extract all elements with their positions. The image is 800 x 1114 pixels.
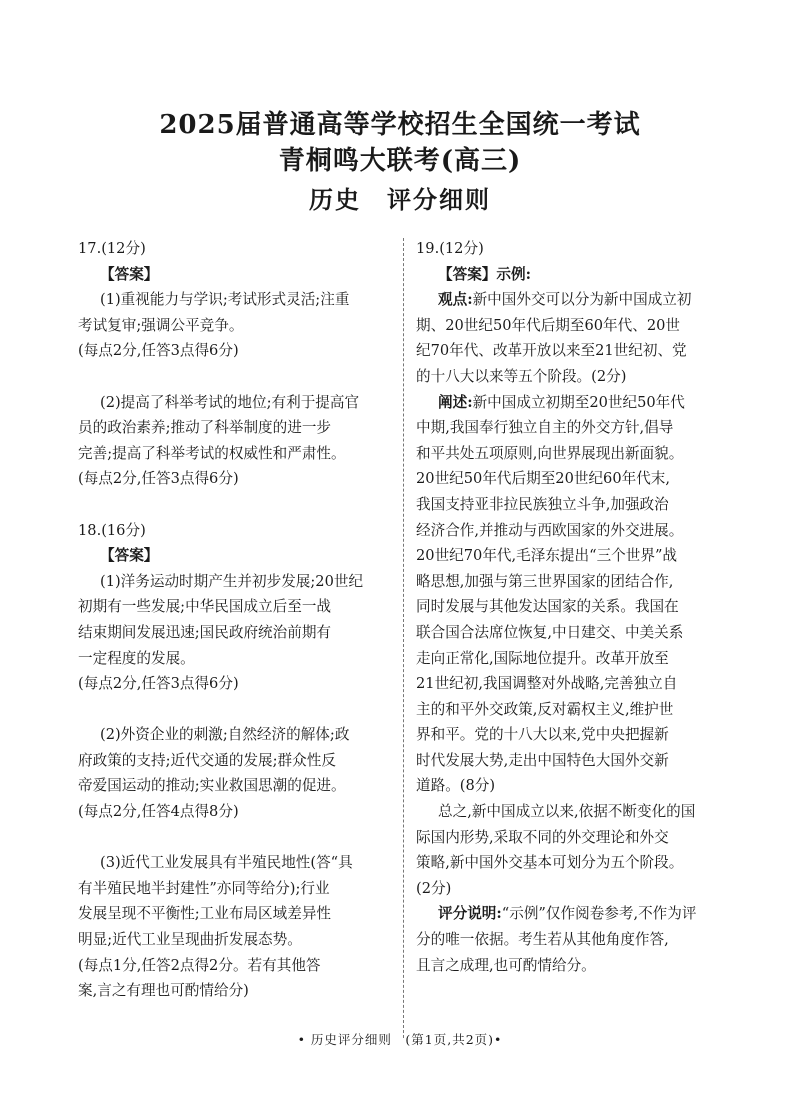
q19-heading: 19.(12分) [416,240,484,257]
text-line: 帝爱国运动的推动;实业救国思潮的促进。 [78,777,346,795]
text-line: 道路。(8分) [416,777,496,795]
text-line: 发展呈现不平衡性;工业布局区域差异性 [78,905,332,923]
argument-label: 阐述: [438,393,473,411]
q17-score1: (每点2分,任答3点得6分) [78,342,239,360]
text-line: 分的唯一依据。考生若从其他角度作答, [416,931,669,949]
q18-score3 [78,953,396,1004]
text-line: 同时发展与其他发达国家的关系。我国在 [416,598,679,616]
text-line: (3)近代工业发展具有半殖民地性(答“具 [100,854,353,872]
text-line: 且言之成理,也可酌情给分。 [416,956,596,974]
q19-answer-tag: 【答案】示例: [438,265,531,283]
text-line: 走向正常化,国际地位提升。改革开放至 [416,649,669,667]
text-line: 观点:新中国外交可以分为新中国成立初 [438,291,692,309]
text-line: 一定程度的发展。 [78,649,195,667]
text-line: (1)重视能力与学识;考试形式灵活;注重 [100,291,350,309]
q18-part1 [78,569,396,671]
text-line: 策略,新中国外交基本可划分为五个阶段。 [416,854,684,872]
note-label: 评分说明: [438,905,502,923]
q18-score1: (每点2分,任答3点得6分) [78,675,239,693]
text-line: 时代发展大势,走出中国特色大国外交新 [416,751,669,769]
text-line: 府政策的支持;近代交通的发展;群众性反 [78,751,336,769]
q19-scoring-note [416,901,738,978]
text-line: 我国支持亚非拉民族独立斗争,加强政治 [416,495,669,513]
right-column [416,236,738,978]
q17-score2: (每点2分,任答3点得6分) [78,470,239,488]
text-line: 初期有一些发展;中华民国成立后至一战 [78,598,332,616]
text-line: 和平共处五项原则,向世界展现出新面貌。 [416,444,684,462]
left-column [78,236,396,1004]
text-line: 员的政治素养;推动了科举制度的进一步 [78,419,332,437]
text-line: (2)外资企业的刺激;自然经济的解体;政 [100,726,350,744]
text-line: 联合国合法席位恢复,中日建交、中美关系 [416,623,684,641]
text-line: 案,言之有理也可酌情给分) [78,982,249,1000]
text-line: 明显;近代工业呈现曲折发展态势。 [78,931,302,949]
q18-answer-tag: 【答案】 [100,547,159,565]
text-line: 的十八大以来等五个阶段。(2分) [416,367,627,385]
q17-heading: 17.(12分) [78,240,146,257]
q19-viewpoint [416,287,738,389]
text-line: (2)提高了科举考试的地位;有利于提高官 [100,393,360,411]
text-line: 完善;提高了科举考试的权威性和严肃性。 [78,444,346,462]
q18-score2: (每点2分,任答4点得8分) [78,803,239,821]
q17-part2 [78,390,396,467]
text-line: 结束期间发展迅速;国民政府统治前期有 [78,623,332,641]
text-line: 界和平。党的十八大以来,党中央把握新 [416,726,669,744]
text-line: (每点1分,任答2点得2分。若有其他答 [78,956,321,974]
text-line: 20世纪50年代后期至20世纪60年代末, [416,470,671,488]
text-line: 考试复审;强调公平竞争。 [78,316,244,334]
text-line: 际国内形势,采取不同的外交理论和外交 [416,828,669,846]
q17-answer-tag: 【答案】 [100,265,159,283]
text-line: 有半殖民地半封建性”亦同等给分);行业 [78,879,330,897]
text-line: 期、20世纪50年代后期至60年代、20世 [416,316,680,334]
text-line: 经济合作,并推动与西欧国家的外交进展。 [416,521,684,539]
page-footer: • 历史评分细则 (第1页,共2页)• [297,1032,503,1047]
exam-title: 2025届普通高等学校招生全国统一考试 [159,110,641,140]
text-line: 20世纪70年代,毛泽东提出“三个世界”战 [416,547,678,565]
viewpoint-label: 观点: [438,291,473,309]
q19-argument [416,390,738,902]
text-line: 主的和平外交政策,反对霸权主义,维护世 [416,700,674,718]
subject-title: 历史 评分细则 [309,185,491,214]
exam-subtitle: 青桐鸣大联考(高三) [278,146,522,176]
column-divider [403,238,404,1038]
text-line: (1)洋务运动时期产生并初步发展;20世纪 [100,572,364,590]
text-line: 21世纪初,我国调整对外战略,完善独立自 [416,675,678,693]
q18-heading: 18.(16分) [78,521,146,539]
text-line: 评分说明:“示例”仅作阅卷参考,不作为评 [438,905,697,923]
q18-part3 [78,850,396,952]
text-line: 阐述:新中国成立初期至20世纪50年代 [438,393,685,411]
q18-part2 [78,722,396,799]
text-line: 中期,我国奉行独立自主的外交方针,倡导 [416,419,674,437]
text-line: 纪70年代、改革开放以来至21世纪初、党 [416,342,687,360]
q17-part1 [78,287,396,338]
text-line: (2分) [416,879,452,897]
text-line: 总之,新中国成立以来,依据不断变化的国 [438,803,696,821]
text-line: 略思想,加强与第三世界国家的团结合作, [416,572,674,590]
